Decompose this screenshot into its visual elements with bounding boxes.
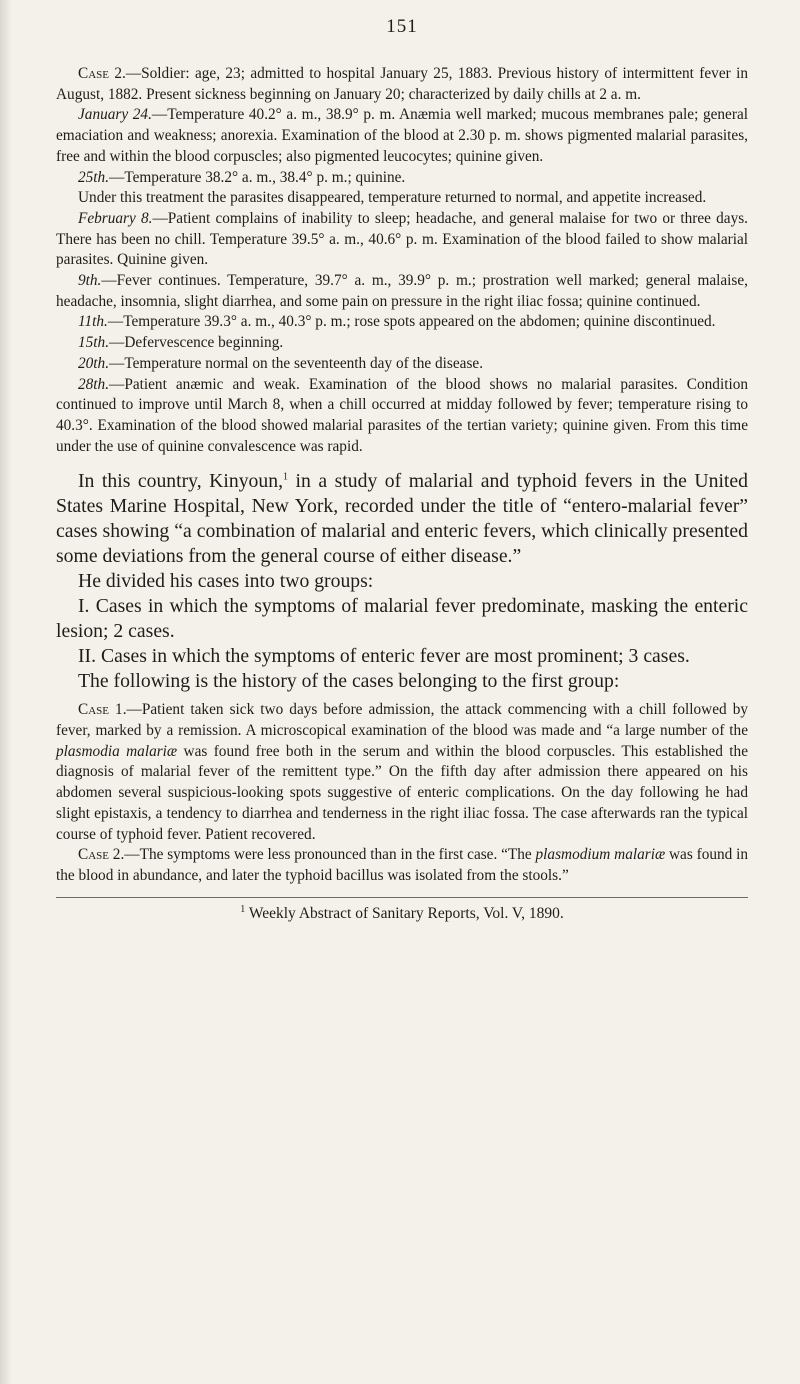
entry-text: —Temperature 38.2° a. m., 38.4° p. m.; quinine. <box>109 168 406 186</box>
case-text-start: —The symptoms were less pronounced than in the first case. “The <box>124 846 536 864</box>
case-text-start: —Patient taken sick two days before admission, the attack commencing with a chill followed by fever, marked by a remission. A microscopical examination of the blood was made and “a large number of the <box>56 701 749 740</box>
entry-text: —Fever continues. Temperature, 39.7° a. m., 39.9° p. m.; prostration well marked; general malaise, headache, insomnia, slight diarrhea, and some pain on pressure in the right iliac fossa; quinine continued. <box>56 272 748 310</box>
entry-date: 28th. <box>78 375 110 393</box>
kinyoun-paragraph <box>56 469 748 569</box>
entry-9th <box>56 271 748 312</box>
footnote <box>56 904 748 924</box>
page-number: 151 <box>386 16 418 37</box>
entry-date: 15th. <box>78 334 110 352</box>
kinyoun-section <box>56 469 748 694</box>
entry-date: 9th. <box>78 272 102 290</box>
entry-text: —Temperature 39.3° a. m., 40.3° p. m.; rose spots appeared on the abdomen; quinine discontinued. <box>107 313 716 331</box>
case-1-paragraph <box>56 700 748 845</box>
species-name: plasmodia malariæ <box>56 742 178 760</box>
case-text-end: was found free both in the serum and within the blood corpuscles. This established the diagnosis of malarial fever of the remittent type.” On the fifth day after admission there appeared on his abdomen several suspicious-looking spots suggestive of enteric complications. On the day following he had slight epistaxis, a tendency to diarrhea and tenderness in the right iliac fossa. The case afterwards ran the typical course of typhoid fever. Patient recovered. <box>56 742 748 843</box>
entry-text: —Temperature 40.2° a. m., 38.9° p. m. Anæmia well marked; mucous membranes pale; general emaciation and weakness; anorexia. Examination of the blood at 2.30 p. m. shows pigmented malarial parasites, free and within the blood corpuscles; also pigmented leucocytes; quinine given. <box>56 106 748 165</box>
following-paragraph: The following is the history of the cases belonging to the first group: <box>78 670 620 693</box>
case-label: Case 1. <box>78 701 127 719</box>
entry-text: —Patient complains of inability to sleep; headache, and general malaise for two or three days. There has been no chill. Temperature 39.5° a. m., 40.6° p. m. Examination of the blood failed to show malarial parasites. Quinine given. <box>56 209 748 269</box>
entry-date: 25th. <box>78 168 110 186</box>
entry-20th <box>56 354 748 375</box>
under-treatment-paragraph: Under this treatment the parasites disappeared, temperature returned to normal, and appetite increased. <box>78 189 707 207</box>
group-one: I. Cases in which the symptoms of malarial fever predominate, masking the enteric lesion; 2 cases. <box>56 595 748 643</box>
entry-28th <box>56 375 748 458</box>
case-2-second-paragraph <box>56 845 748 886</box>
case-2-history <box>56 64 748 457</box>
entry-date: February 8. <box>78 209 153 227</box>
entry-january-24 <box>56 105 748 167</box>
entry-15th <box>56 333 748 354</box>
footnote-reference: 1 <box>283 471 289 483</box>
entry-11th <box>56 312 748 333</box>
entry-date: 11th. <box>78 313 108 331</box>
entry-25th <box>56 168 748 189</box>
kinyoun-text-start: In this country, Kinyoun, <box>78 470 284 493</box>
entry-date: January 24. <box>78 106 152 124</box>
entry-february-8 <box>56 209 748 271</box>
entry-text: —Patient anæmic and weak. Examination of the blood shows no malarial parasites. Condition continued to improve until March 8, when a chill occurred at midday followed by fever; temperature rising to 40.3°. Examination of the blood showed malarial parasites of the tertian variety; quinine given. From this time under the use of quinine convalescence was rapid. <box>56 375 748 455</box>
entry-text: —Temperature normal on the seventeenth day of the disease. <box>109 354 484 372</box>
first-group-cases <box>56 700 748 886</box>
divided-paragraph: He divided his cases into two groups: <box>78 570 374 593</box>
case-2-intro <box>56 64 748 105</box>
case-label: Case 2. <box>78 846 125 864</box>
entry-text: —Defervescence beginning. <box>109 334 284 352</box>
entry-date: 20th. <box>78 354 110 372</box>
case-label: Case 2. <box>78 65 126 82</box>
footnote-mark: 1 <box>240 903 246 915</box>
case-text-end: was found in the blood in abundance, and later the typhoid bacillus was isolated from the stools.” <box>56 846 749 884</box>
case-text: —Soldier: age, 23; admitted to hospital January 25, 1883. Previous history of intermittent fever in August, 1882. Present sickness beginning on January 20; characterized by daily chills at 2 a. m. <box>56 65 748 103</box>
kinyoun-text-end: in a study of malarial and typhoid fevers in the United States Marine Hospital, New York, recorded under the title of “entero-malarial fever” cases showing “a combination of malarial and enteric fevers, which clinically presented some deviations from the general course of either disease.” <box>56 470 748 568</box>
footnote-divider <box>56 897 748 898</box>
footnote-text: Weekly Abstract of Sanitary Reports, Vol. V, 1890. <box>245 904 564 922</box>
group-two: II. Cases in which the symptoms of enteric fever are most prominent; 3 cases. <box>78 645 690 668</box>
species-name: plasmodium malariæ <box>535 846 666 864</box>
